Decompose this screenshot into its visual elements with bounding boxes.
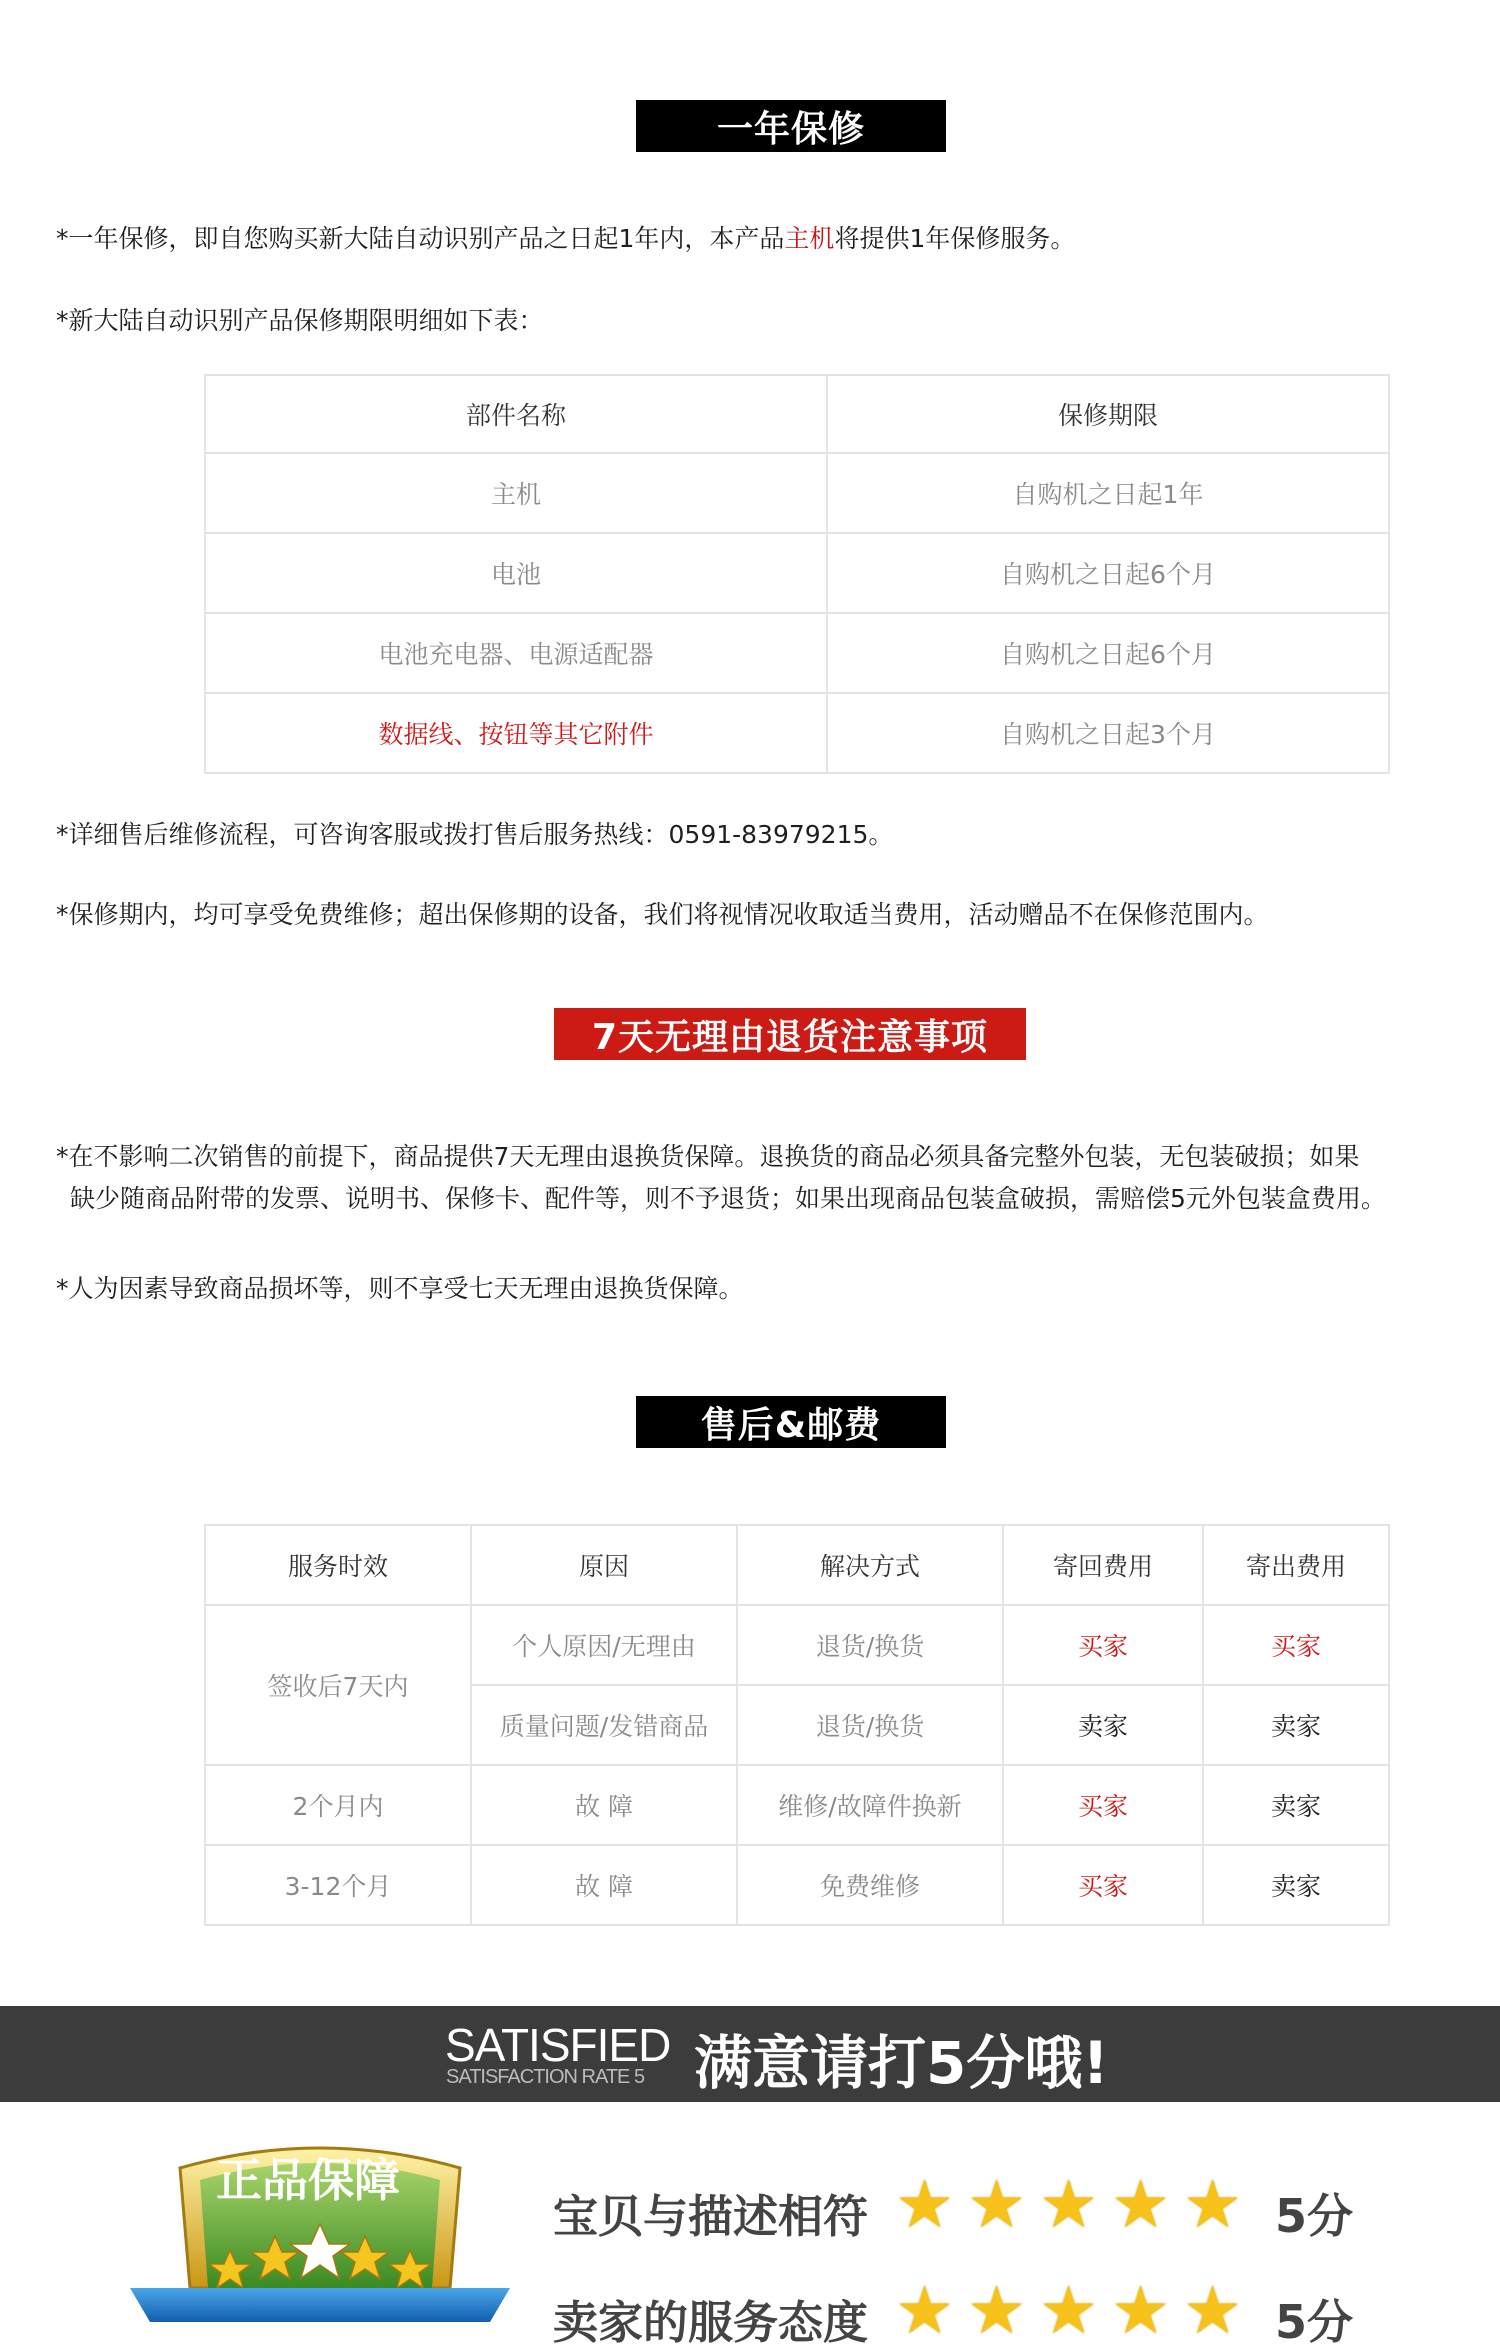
period-cell: 2个月内: [205, 1765, 471, 1845]
returns-banner: [554, 1008, 1026, 1060]
star-icon: ★: [1039, 2166, 1099, 2243]
service-table: [204, 1524, 1390, 1926]
warranty-header-part: 部件名称: [205, 375, 827, 453]
reason-cell: 质量问题/发错商品: [471, 1685, 737, 1765]
table-row: [205, 1845, 1389, 1925]
badge-text: 正品保障: [216, 2153, 400, 2207]
service-header-solution: 解决方式: [737, 1525, 1003, 1605]
warranty-header-period: 保修期限: [827, 375, 1389, 453]
reason-cell: 个人原因/无理由: [471, 1605, 737, 1685]
warranty-paragraph-1: *一年保修，即自您购买新大陆自动识别产品之日起1年内，本产品主机将提供1年保修服务。: [56, 224, 1076, 253]
satisfaction-en-subtitle: SATISFACTION RATE 5: [446, 2066, 645, 2088]
solution-cell: 退货/换货: [737, 1685, 1003, 1765]
returns-paragraph-1: *在不影响二次销售的前提下，商品提供7天无理由退换货保障。退换货的商品必须具备完整外包装，无包装破损；如果 缺少随商品附带的发票、说明书、保修卡、配件等，则不予退货；如果出现商品包装盒破损，需赔偿5元外包装盒费用。: [56, 1142, 1386, 1213]
star-icon: ★: [1111, 2166, 1171, 2243]
solution-cell: 维修/故障件换新: [737, 1765, 1003, 1845]
period-cell: 自购机之日起3个月: [827, 693, 1389, 773]
rating-label-service: 卖家的服务态度: [553, 2296, 869, 2349]
solution-cell: 免费维修: [737, 1845, 1003, 1925]
service-header-reason: 原因: [471, 1525, 737, 1605]
table-row: [205, 453, 1389, 533]
rating-score-service: 5分: [1275, 2295, 1354, 2349]
service-banner: [636, 1396, 946, 1448]
satisfaction-cn-title: 满意请打5分哦!: [694, 2029, 1109, 2097]
star-icon: ★: [1183, 2272, 1243, 2349]
returns-paragraph-2: *人为因素导致商品损坏等，则不享受七天无理由退换货保障。: [56, 1274, 744, 1303]
return-fee-cell: 买家: [1003, 1605, 1203, 1685]
service-header-return-fee: 寄回费用: [1003, 1525, 1203, 1605]
rating-score-description: 5分: [1275, 2189, 1354, 2243]
warranty-paragraph-2: *新大陆自动识别产品保修期限明细如下表：: [56, 306, 544, 335]
service-header-period: 服务时效: [205, 1525, 471, 1605]
star-icon: ★: [895, 2166, 955, 2243]
reason-cell: 故 障: [471, 1765, 737, 1845]
period-cell: 签收后7天内: [205, 1605, 471, 1765]
send-fee-cell: 卖家: [1203, 1765, 1389, 1845]
part-cell: 电池: [205, 533, 827, 613]
part-cell: 电池充电器、电源适配器: [205, 613, 827, 693]
reason-cell: 故 障: [471, 1845, 737, 1925]
return-fee-cell: 买家: [1003, 1765, 1203, 1845]
table-row: [205, 613, 1389, 693]
table-row: [205, 693, 1389, 773]
star-icon: ★: [1183, 2166, 1243, 2243]
part-cell: 主机: [205, 453, 827, 533]
star-icon: ★: [1039, 2272, 1099, 2349]
table-row: [205, 1605, 1389, 1685]
solution-cell: 退货/换货: [737, 1605, 1003, 1685]
service-banner-text: 售后&邮费: [700, 1404, 882, 1446]
return-fee-cell: 买家: [1003, 1845, 1203, 1925]
send-fee-cell: 买家: [1203, 1605, 1389, 1685]
return-fee-cell: 卖家: [1003, 1685, 1203, 1765]
warranty-banner: [636, 100, 946, 152]
star-icon: ★: [967, 2272, 1027, 2349]
satisfaction-en-title: SATISFIED: [445, 2019, 671, 2071]
star-icon: ★: [1111, 2272, 1171, 2349]
star-icon: ★: [967, 2166, 1027, 2243]
send-fee-cell: 卖家: [1203, 1685, 1389, 1765]
table-row: [205, 533, 1389, 613]
warranty-host-highlight: 主机: [784, 224, 835, 253]
warranty-table: [204, 374, 1390, 774]
send-fee-cell: 卖家: [1203, 1845, 1389, 1925]
table-row: [205, 1765, 1389, 1845]
rating-label-description: 宝贝与描述相符: [553, 2190, 869, 2243]
period-cell: 自购机之日起1年: [827, 453, 1389, 533]
warranty-banner-text: 一年保修: [716, 108, 865, 150]
period-cell: 自购机之日起6个月: [827, 533, 1389, 613]
part-cell: 数据线、按钮等其它附件: [205, 693, 827, 773]
returns-banner-text: 7天无理由退货注意事项: [591, 1016, 989, 1058]
period-cell: 自购机之日起6个月: [827, 613, 1389, 693]
star-icon: ★: [895, 2272, 955, 2349]
period-cell: 3-12个月: [205, 1845, 471, 1925]
warranty-paragraph-4: *保修期内，均可享受免费维修；超出保修期的设备，我们将视情况收取适当费用，活动赠品不在保修范围内。: [56, 900, 1269, 929]
service-header-send-fee: 寄出费用: [1203, 1525, 1389, 1605]
warranty-paragraph-3: *详细售后维修流程，可咨询客服或拨打售后服务热线：0591-83979215。: [56, 820, 894, 849]
